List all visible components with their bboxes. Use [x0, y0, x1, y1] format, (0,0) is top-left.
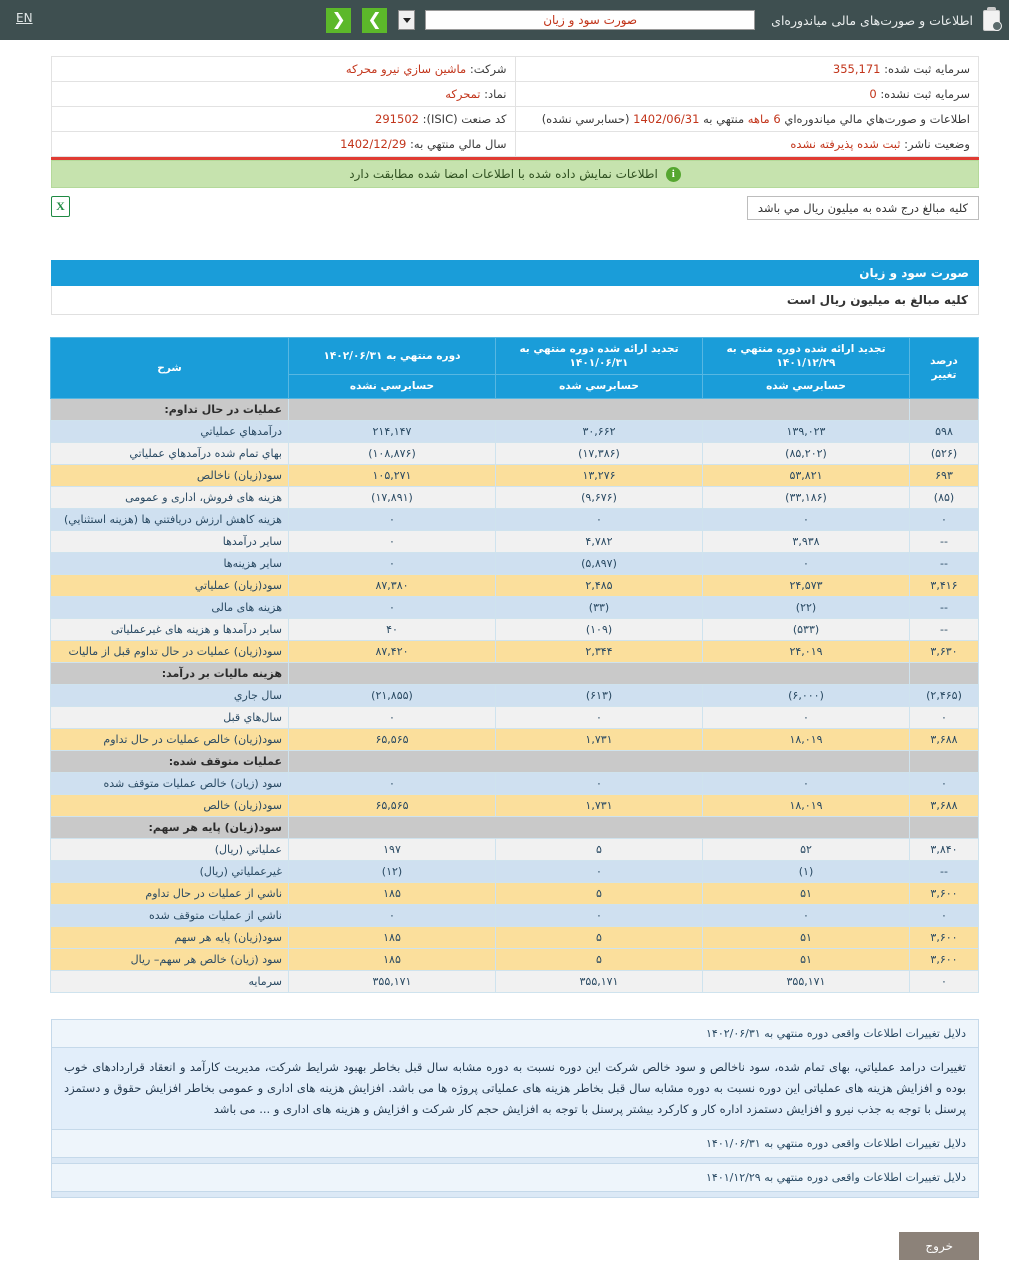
cell-period-1401-12-29: (۱): [703, 860, 910, 882]
registered-capital-value: 355,171: [832, 62, 881, 76]
table-row: [51, 530, 979, 552]
table-group-row: [51, 816, 979, 838]
page-title: صورت سود و زیان: [51, 260, 979, 286]
col-header-period2: تجدید ارائه شده دوره منتهي به ۱۴۰۱/۰۶/۳۱: [496, 338, 703, 375]
company-info-table: [51, 56, 979, 157]
cell-period-1402-06-31: ۸۷,۳۸۰: [289, 574, 496, 596]
cell-period-1401-06-31: ۰: [496, 904, 703, 926]
table-row: [51, 948, 979, 970]
table-row: [51, 904, 979, 926]
symbol-value: تمحرکه: [445, 87, 481, 101]
cell-period-1401-06-31: ۰: [496, 508, 703, 530]
cell-description: سود(زیان) خالص عملیات در حال تداوم: [51, 728, 289, 750]
cell-period-1401-06-31: ۵: [496, 882, 703, 904]
table-row: [51, 640, 979, 662]
cell-period-1402-06-31: ۳۵۵,۱۷۱: [289, 970, 496, 992]
cell-period-1402-06-31: ۱۸۵: [289, 926, 496, 948]
cell-percent-change: ۳,۴۱۶: [910, 574, 979, 596]
table-row: [51, 508, 979, 530]
cell-period-1402-06-31: ۸۷,۴۲۰: [289, 640, 496, 662]
cell-description: هزینه های فروش، اداری و عمومی: [51, 486, 289, 508]
cell-period-1401-12-29: ۲۴,۰۱۹: [703, 640, 910, 662]
income-statement-table: [50, 337, 979, 993]
unregistered-capital-value: 0: [869, 87, 877, 101]
cell-description: هزینه کاهش ارزش دریافتني ها (هزینه استثنایي): [51, 508, 289, 530]
table-row: [51, 728, 979, 750]
info-cell-issuer-status: [515, 132, 979, 157]
cell-period-1402-06-31: ۰: [289, 552, 496, 574]
info-row-fiscal-year: [52, 132, 979, 157]
group-row-spacer: [289, 816, 910, 838]
cell-percent-change: --: [910, 596, 979, 618]
cell-period-1401-12-29: (۲۲): [703, 596, 910, 618]
exit-button[interactable]: خروج: [899, 1232, 979, 1260]
cell-period-1401-12-29: ۰: [703, 508, 910, 530]
cell-percent-change: ۳,۸۴۰: [910, 838, 979, 860]
cell-description: عملیات در حال تداوم:: [51, 398, 289, 420]
cell-description: سود(زیان) پایه هر سهم:: [51, 816, 289, 838]
cell-description: سود (زیان) خالص عملیات متوقف شده: [51, 772, 289, 794]
col-header-pct: درصد تغییر: [910, 338, 979, 399]
period-suffix: (حسابرسي نشده): [541, 112, 630, 126]
statement-select[interactable]: [425, 10, 755, 30]
cell-period-1402-06-31: ۰: [289, 508, 496, 530]
cell-period-1402-06-31: ۰: [289, 706, 496, 728]
cell-percent-change: ۰: [910, 706, 979, 728]
cell-period-1402-06-31: (۲۱,۸۵۵): [289, 684, 496, 706]
cell-percent-change: [910, 750, 979, 772]
cell-period-1401-06-31: ۰: [496, 860, 703, 882]
notice-text: اطلاعات نمایش داده شده با اطلاعات امضا شده مطابقت دارد: [349, 167, 658, 181]
cell-period-1402-06-31: ۰: [289, 596, 496, 618]
cell-period-1401-06-31: (۶۱۳): [496, 684, 703, 706]
cell-period-1401-06-31: (۵,۸۹۷): [496, 552, 703, 574]
cell-period-1401-06-31: ۴,۷۸۲: [496, 530, 703, 552]
excel-export-icon[interactable]: X: [51, 196, 70, 217]
cell-period-1401-06-31: ۱۳,۲۷۶: [496, 464, 703, 486]
statement-section: [30, 260, 979, 315]
unit-note: کليه مبالغ درج شده به ميليون ريال مي باشد: [747, 196, 979, 220]
cell-period-1401-12-29: ۵۳,۸۲۱: [703, 464, 910, 486]
cell-description: غیرعملیاتي (ریال): [51, 860, 289, 882]
cell-period-1401-12-29: ۵۱: [703, 948, 910, 970]
cell-description: بهاي تمام شده درآمدهاي عملیاتي: [51, 442, 289, 464]
cell-description: درآمدهاي عملیاتي: [51, 420, 289, 442]
table-row: [51, 618, 979, 640]
issuer-status-value: ثبت شده پذيرفته نشده: [790, 137, 901, 151]
cell-description: ناشي از عملیات در حال تداوم: [51, 882, 289, 904]
period-date: 1402/06/31: [633, 112, 700, 126]
table-row: [51, 926, 979, 948]
cell-percent-change: (۲,۴۶۵): [910, 684, 979, 706]
table-row: [51, 838, 979, 860]
cell-percent-change: ۰: [910, 508, 979, 530]
cell-period-1401-12-29: ۳۵۵,۱۷۱: [703, 970, 910, 992]
group-row-spacer: [289, 662, 910, 684]
table-row: [51, 794, 979, 816]
cell-period-1402-06-31: ۰: [289, 904, 496, 926]
info-row-symbol: [52, 82, 979, 107]
registered-capital-label: سرمايه ثبت شده:: [884, 62, 970, 76]
cell-period-1401-12-29: ۰: [703, 706, 910, 728]
cell-period-1401-12-29: (۳۳,۱۸۶): [703, 486, 910, 508]
cell-percent-change: --: [910, 552, 979, 574]
table-row: [51, 706, 979, 728]
statement-unit-subtitle: کلیه مبالغ به میلیون ریال است: [51, 286, 979, 315]
cell-period-1401-06-31: ۰: [496, 706, 703, 728]
cell-percent-change: (۸۵): [910, 486, 979, 508]
cell-percent-change: --: [910, 530, 979, 552]
table-group-row: [51, 398, 979, 420]
info-cell-company: [52, 57, 516, 82]
cell-period-1401-06-31: (۱۷,۳۸۶): [496, 442, 703, 464]
info-icon: i: [666, 167, 681, 182]
cell-period-1401-06-31: (۳۳): [496, 596, 703, 618]
cell-percent-change: ۰: [910, 772, 979, 794]
cell-description: سایر هزینه‌ها: [51, 552, 289, 574]
cell-percent-change: ۶۹۳: [910, 464, 979, 486]
isic-value: 291502: [375, 112, 419, 126]
info-cell-registered-capital: [515, 57, 979, 82]
cell-description: سود (زیان) خالص هر سهم– ریال: [51, 948, 289, 970]
cell-period-1401-06-31: ۳۰,۶۶۲: [496, 420, 703, 442]
cell-period-1401-12-29: ۳,۹۳۸: [703, 530, 910, 552]
cell-percent-change: ۳,۶۰۰: [910, 882, 979, 904]
cell-period-1401-06-31: ۵: [496, 926, 703, 948]
cell-period-1401-06-31: ۲,۳۴۴: [496, 640, 703, 662]
next-statement-button[interactable]: ❯: [362, 8, 387, 33]
unregistered-capital-label: سرمايه ثبت نشده:: [880, 87, 970, 101]
note-body-2-spacer: [51, 1192, 979, 1198]
cell-period-1402-06-31: (۱۷,۸۹۱): [289, 486, 496, 508]
cell-percent-change: ۳,۶۸۸: [910, 728, 979, 750]
col-header-period3: تجدید ارائه شده دوره منتهي به ۱۴۰۱/۱۲/۲۹: [703, 338, 910, 375]
col-subheader-period3: حسابرسي شده: [703, 375, 910, 398]
group-row-spacer: [289, 398, 910, 420]
table-row: [51, 772, 979, 794]
cell-percent-change: --: [910, 860, 979, 882]
notes-section: [30, 1019, 979, 1199]
table-row: [51, 596, 979, 618]
table-row: [51, 970, 979, 992]
cell-description: سال جاري: [51, 684, 289, 706]
cell-period-1402-06-31: ۱۸۵: [289, 882, 496, 904]
period-label: اطلاعات و صورت‌هاي مالي میاندوره‌اي: [784, 112, 970, 126]
company-value: ماشين سازي نيرو محرکه: [345, 62, 467, 76]
cell-period-1401-06-31: ۵: [496, 838, 703, 860]
col-header-description: شرح: [51, 338, 289, 399]
cell-period-1401-06-31: ۰: [496, 772, 703, 794]
symbol-label: نماد:: [484, 87, 507, 101]
table-row: [51, 552, 979, 574]
cell-description: سایر درآمدها: [51, 530, 289, 552]
cell-percent-change: [910, 398, 979, 420]
cell-description: هزینه های مالی: [51, 596, 289, 618]
note-body-0: تغییرات درامد عملیاتي، بهای تمام شده، سود ناخالص و سود خالص شرکت این دوره نسبت به دوره مشابه سال قبل بخاطر بهبود شرایط شرکت، مدیریت کارآمد و انعقاد قراردادهای خوب بوده و افزایش هزینه های عملیاتی این دوره نسبت به دوره مشابه سال قبل بخاطر هزینه های عملیاتی پروژه ها می باشد. افزایش هزینه های اداری و عمومی بخاطر افزایش حقوق و دستمزد پرسنل با توجه به جذب نیرو و افزایش دستمزد اداره کار و کارکرد بیشتر پرسنل با توجه به افزایش حجم کار شرکت و افزایش و هزینه های اداری و ... می باشد: [51, 1048, 979, 1131]
clipboard-check-icon: [981, 7, 1003, 33]
cell-period-1401-06-31: ۲,۴۸۵: [496, 574, 703, 596]
info-cell-period: [515, 107, 979, 132]
topbar-right-group: [326, 7, 1003, 33]
table-row: [51, 464, 979, 486]
fiscal-year-value: 1402/12/29: [340, 137, 407, 151]
cell-period-1401-12-29: ۰: [703, 772, 910, 794]
cell-period-1401-12-29: (۶,۰۰۰): [703, 684, 910, 706]
period-mid: منتهي به: [703, 112, 745, 126]
cell-period-1401-12-29: ۱۸,۰۱۹: [703, 728, 910, 750]
cell-percent-change: ۳,۶۸۸: [910, 794, 979, 816]
cell-period-1401-06-31: (۹,۶۷۶): [496, 486, 703, 508]
cell-description: سود(زیان) عملیات در حال تداوم قبل از مالیات: [51, 640, 289, 662]
cell-period-1401-12-29: ۰: [703, 904, 910, 926]
signature-match-notice: [51, 160, 979, 188]
cell-period-1402-06-31: (۱۲): [289, 860, 496, 882]
table-row: [51, 574, 979, 596]
cell-description: هزینه مالیات بر درآمد:: [51, 662, 289, 684]
info-cell-unregistered-capital: [515, 82, 979, 107]
company-label: شرکت:: [469, 62, 507, 76]
cell-percent-change: ۵۹۸: [910, 420, 979, 442]
cell-period-1402-06-31: ۶۵,۵۶۵: [289, 728, 496, 750]
cell-description: سایر درآمدها و هزینه های غیرعملیاتی: [51, 618, 289, 640]
cell-period-1402-06-31: ۰: [289, 530, 496, 552]
cell-description: سود(زیان) عملیاتي: [51, 574, 289, 596]
cell-period-1401-12-29: ۵۱: [703, 882, 910, 904]
table-header-top-row: [51, 338, 979, 375]
cell-percent-change: ۰: [910, 904, 979, 926]
chevron-down-icon[interactable]: [398, 10, 415, 30]
cell-period-1401-06-31: ۱,۷۳۱: [496, 728, 703, 750]
info-row-company: [52, 57, 979, 82]
unit-note-row: [51, 196, 979, 220]
cell-period-1401-12-29: (۵۳۳): [703, 618, 910, 640]
language-toggle-en[interactable]: EN: [16, 11, 33, 25]
cell-period-1401-12-29: (۸۵,۲۰۲): [703, 442, 910, 464]
cell-description: عملیاتي (ریال): [51, 838, 289, 860]
table-head: [51, 338, 979, 399]
cell-period-1401-12-29: ۰: [703, 552, 910, 574]
cell-period-1401-06-31: (۱۰۹): [496, 618, 703, 640]
cell-description: ناشي از عملیات متوقف شده: [51, 904, 289, 926]
cell-percent-change: ۰: [910, 970, 979, 992]
isic-label: کد صنعت (ISIC):: [422, 112, 507, 126]
footer-actions: [30, 1232, 979, 1260]
topbar-title: اطلاعات و صورت‌های مالی میاندوره‌ای: [771, 12, 973, 28]
cell-percent-change: --: [910, 618, 979, 640]
table-group-row: [51, 750, 979, 772]
info-row-isic: [52, 107, 979, 132]
cell-description: سود(زیان) ناخالص: [51, 464, 289, 486]
cell-period-1401-12-29: ۲۴,۵۷۳: [703, 574, 910, 596]
cell-period-1402-06-31: ۱۰۵,۲۷۱: [289, 464, 496, 486]
period-months: 6 ماهه: [747, 112, 781, 126]
cell-period-1401-12-29: ۱۸,۰۱۹: [703, 794, 910, 816]
cell-percent-change: [910, 816, 979, 838]
cell-period-1402-06-31: ۱۹۷: [289, 838, 496, 860]
cell-period-1402-06-31: ۴۰: [289, 618, 496, 640]
cell-description: سود(زیان) پایه هر سهم: [51, 926, 289, 948]
prev-statement-button[interactable]: ❮: [326, 8, 351, 33]
cell-period-1401-06-31: ۱,۷۳۱: [496, 794, 703, 816]
col-subheader-period1: حسابرسي نشده: [289, 375, 496, 398]
cell-percent-change: (۵۲۶): [910, 442, 979, 464]
fiscal-year-label: سال مالي منتهي به:: [410, 137, 507, 151]
table-row: [51, 882, 979, 904]
group-row-spacer: [289, 750, 910, 772]
statement-select-value: صورت سود و زیان: [543, 13, 638, 27]
table-row: [51, 420, 979, 442]
cell-description: عملیات متوقف شده:: [51, 750, 289, 772]
cell-description: سود(زیان) خالص: [51, 794, 289, 816]
cell-period-1402-06-31: ۶۵,۵۶۵: [289, 794, 496, 816]
cell-percent-change: ۳,۶۳۰: [910, 640, 979, 662]
cell-percent-change: ۳,۶۰۰: [910, 948, 979, 970]
cell-period-1401-12-29: ۵۲: [703, 838, 910, 860]
cell-description: سرمایه: [51, 970, 289, 992]
info-cell-isic: [52, 107, 516, 132]
col-header-period1: دوره منتهي به ۱۴۰۲/۰۶/۳۱: [289, 338, 496, 375]
cell-period-1401-12-29: ۵۱: [703, 926, 910, 948]
top-navigation-bar: [0, 0, 1009, 40]
table-row: [51, 486, 979, 508]
cell-period-1401-06-31: ۵: [496, 948, 703, 970]
info-cell-symbol: [52, 82, 516, 107]
cell-percent-change: [910, 662, 979, 684]
table-row: [51, 684, 979, 706]
issuer-status-label: وضعيت ناشر:: [904, 137, 970, 151]
note-header-0: دلایل تغییرات اطلاعات واقعی دوره منتهي به ۱۴۰۲/۰۶/۳۱: [51, 1019, 979, 1048]
note-header-2: دلایل تغییرات اطلاعات واقعی دوره منتهي به ۱۴۰۱/۱۲/۲۹: [51, 1164, 979, 1192]
cell-percent-change: ۳,۶۰۰: [910, 926, 979, 948]
col-subheader-period2: حسابرسي شده: [496, 375, 703, 398]
table-body: [51, 398, 979, 992]
table-group-row: [51, 662, 979, 684]
info-cell-fiscal-year: [52, 132, 516, 157]
cell-period-1402-06-31: (۱۰۸,۸۷۶): [289, 442, 496, 464]
cell-period-1401-06-31: ۳۵۵,۱۷۱: [496, 970, 703, 992]
table-row: [51, 860, 979, 882]
cell-period-1402-06-31: ۲۱۴,۱۴۷: [289, 420, 496, 442]
cell-period-1401-12-29: ۱۳۹,۰۲۳: [703, 420, 910, 442]
cell-period-1402-06-31: ۰: [289, 772, 496, 794]
note-header-1: دلایل تغییرات اطلاعات واقعی دوره منتهي به ۱۴۰۱/۰۶/۳۱: [51, 1130, 979, 1158]
table-row: [51, 442, 979, 464]
cell-description: سال‌هاي قبل: [51, 706, 289, 728]
cell-period-1402-06-31: ۱۸۵: [289, 948, 496, 970]
